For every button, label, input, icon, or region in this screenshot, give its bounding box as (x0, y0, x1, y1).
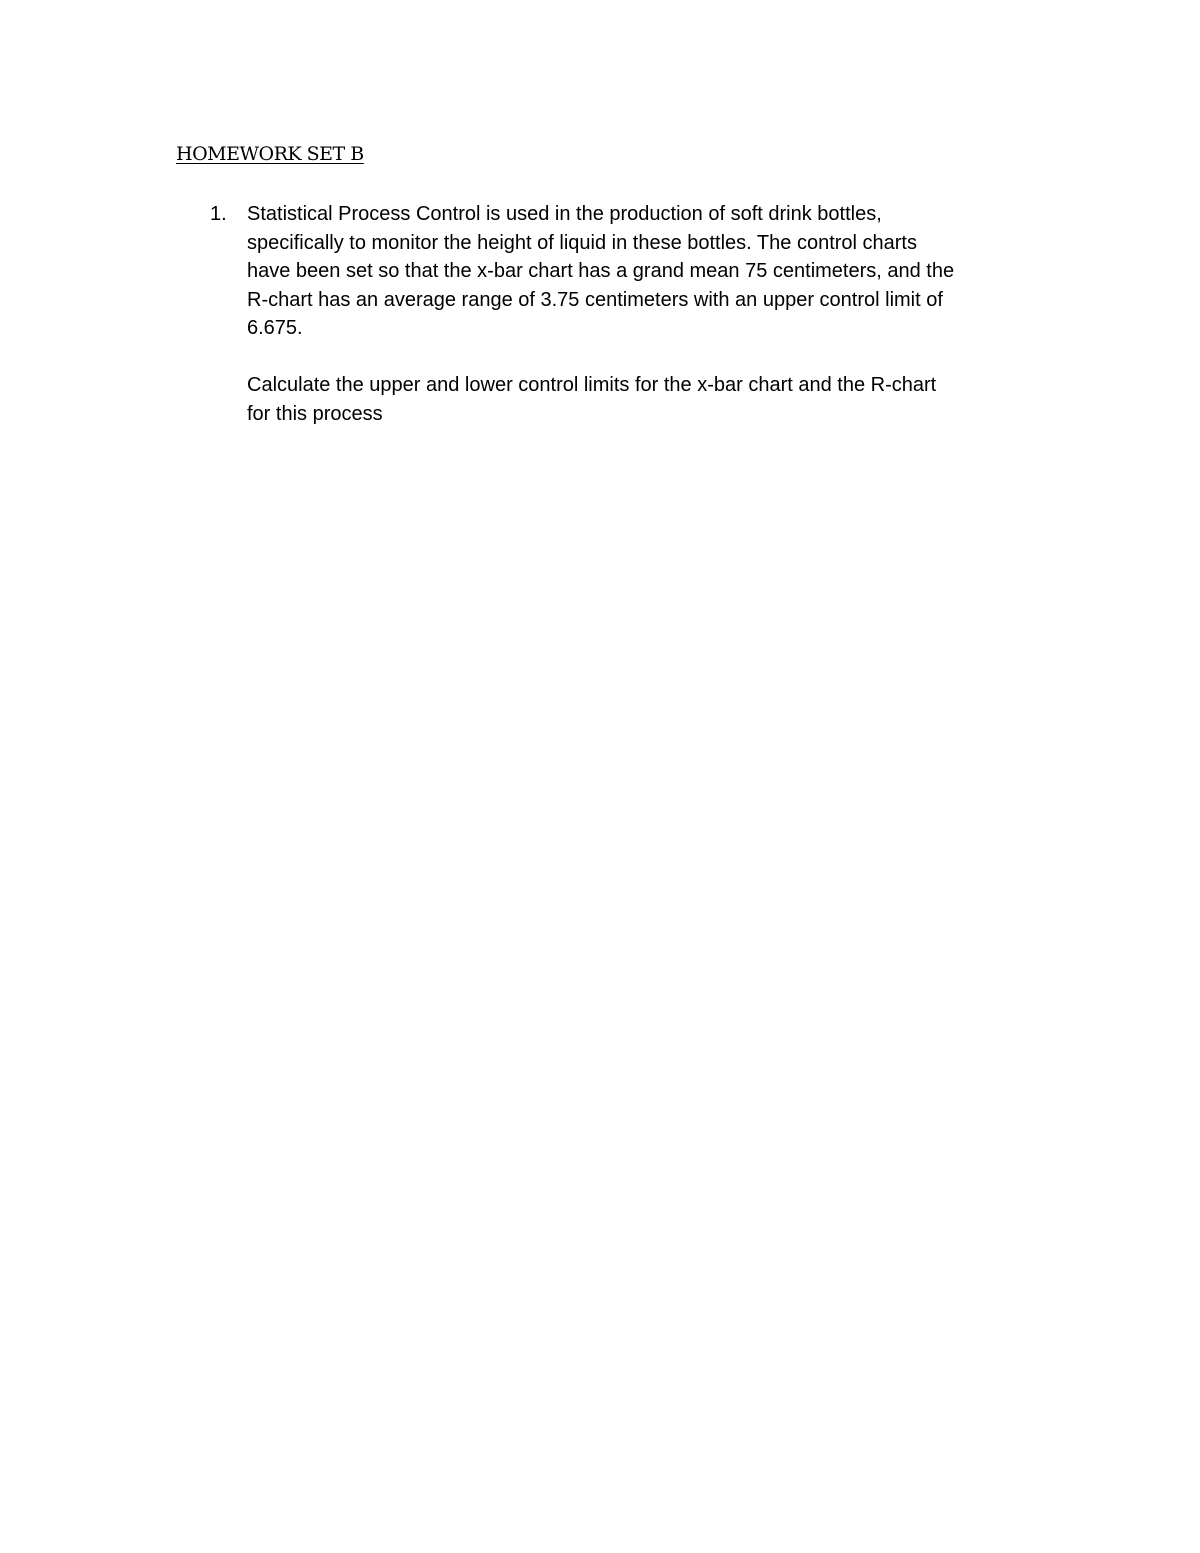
question-text-line: Statistical Process Control is used in the production of soft drink bottles, (247, 203, 882, 225)
instruction-text-line: Calculate the upper and lower control limits for the x-bar chart and the R-chart (247, 373, 937, 396)
question-text-line: 6.675. (247, 317, 303, 340)
question-text-line: specifically to monitor the height of liquid in these bottles. The control charts (247, 231, 917, 254)
paragraph-spacer (247, 343, 1027, 371)
question-number: 1. (210, 203, 227, 225)
question-body (247, 200, 1027, 428)
document-title: HOMEWORK SET B (176, 143, 364, 165)
instruction-text-line: for this process (247, 402, 383, 425)
question-text-line: have been set so that the x-bar chart has a grand mean 75 centimeters, and the (247, 260, 955, 283)
question-text-line: R-chart has an average range of 3.75 centimeters with an upper control limit of (247, 288, 943, 311)
